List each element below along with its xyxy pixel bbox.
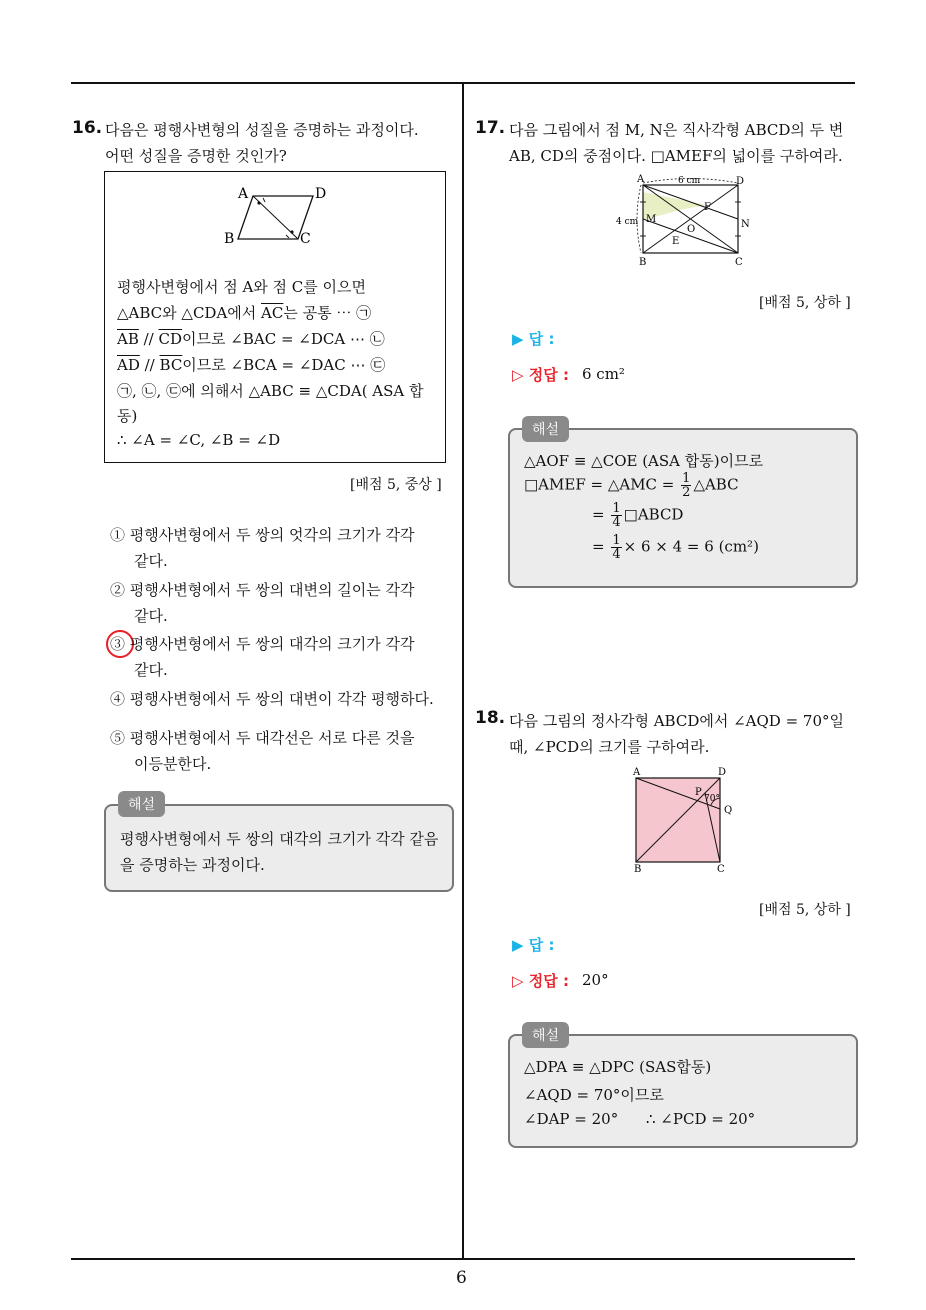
q17-expl-l3 <box>592 502 683 529</box>
q16-choice-3-cont: 같다. <box>134 661 168 679</box>
q17-expl-l3b: □ABCD <box>623 505 684 524</box>
q18-explanation-box <box>508 1034 858 1148</box>
q16-expl-l2: 을 증명하는 과정이다. <box>120 856 265 874</box>
q16-angle-mark-a <box>257 201 260 204</box>
q17-fraction-quarter-1: $\frac{1}{4}$ <box>612 501 621 530</box>
q17-expl-l2a: □AMEF = △AMC = <box>524 475 675 494</box>
q18-expl-l2: ∠AQD = 70°이므로 <box>524 1086 664 1104</box>
q18-label-b: B <box>634 864 642 874</box>
q17-label-e: E <box>672 236 680 247</box>
q16-segment-ad: $\overline{AD}$ <box>117 356 140 374</box>
q16-choice-4[interactable] <box>110 688 434 709</box>
q16-proof-l2 <box>117 302 371 323</box>
q16-angle-mark-c <box>290 230 293 233</box>
q18-correct-value: 20° <box>582 971 609 989</box>
q17-label-o: O <box>687 224 696 235</box>
q18-label-c: C <box>717 864 725 874</box>
q16-choice-5-text: 평행사변형에서 두 대각선은 서로 다른 것을 <box>129 729 415 747</box>
q17-number: 17. <box>475 118 506 138</box>
q16-choice-5[interactable] <box>110 727 414 748</box>
q16-choice-1-text: 평행사변형에서 두 쌍의 엇각의 크기가 각각 <box>129 526 415 544</box>
q17-text-line1: 다음 그림에서 점 M, N은 직사각형 ABCD의 두 변 <box>509 121 844 139</box>
q16-choice-4-num: ④ <box>110 690 126 708</box>
q16-segment-ac: $\overline{AC}$ <box>261 304 284 322</box>
bottom-rule <box>71 1258 855 1260</box>
q17-expl-l4 <box>592 534 759 561</box>
q16-proof-l1: 평행사변형에서 점 A와 점 C를 이으면 <box>117 278 367 296</box>
q17-rectangle-figure <box>610 172 770 268</box>
q18-correct-label: ▷ 정답 : <box>512 972 569 990</box>
q18-expl-l3b: ∴ ∠PCD = 20° <box>646 1110 756 1128</box>
q17-expl-l4b: × 6 × 4 = 6 (cm²) <box>623 537 759 556</box>
q17-expl-l2 <box>524 472 739 499</box>
q17-explanation-box <box>508 428 858 588</box>
q16-choice-3-num: ③ <box>110 635 126 653</box>
q18-text-line1: 다음 그림의 정사각형 ABCD에서 ∠AQD = 70°일 <box>509 712 845 730</box>
column-divider <box>462 83 464 1259</box>
q17-label-a: A <box>637 174 645 185</box>
q17-correct-value: 6 cm² <box>582 365 625 383</box>
q16-label-d: D <box>315 186 327 202</box>
q18-expl-l1: △DPA ≡ △DPC (SAS합동) <box>524 1058 712 1076</box>
q16-choice-5-num: ⑤ <box>110 729 126 747</box>
q18-number: 18. <box>475 708 506 728</box>
q16-parallel-sign-2: // <box>139 356 160 374</box>
q16-proof-box <box>104 171 446 463</box>
q18-label-q: Q <box>724 805 733 816</box>
q16-proof-l4 <box>117 354 385 375</box>
q17-label-height: 4 cm <box>616 217 639 227</box>
q18-answer-label: ▶ 답 : <box>512 936 555 954</box>
q16-explanation-tag: 해설 <box>118 791 165 817</box>
q16-angle-tick-c <box>286 235 289 238</box>
q16-angle-tick-a <box>263 198 265 202</box>
q16-segment-ab: $\overline{AB}$ <box>117 330 139 348</box>
q17-label-f: F <box>704 202 711 213</box>
page-number: 6 <box>456 1268 467 1288</box>
q16-parallel-sign-1: // <box>138 330 159 348</box>
q17-expl-l3a: = <box>592 505 605 524</box>
q18-label-p: P <box>695 787 702 798</box>
q16-choice-1[interactable] <box>110 524 414 545</box>
q16-proof-l4d: 이므로 ∠BCA = ∠DAC ⋯ ㉢ <box>182 356 386 374</box>
q17-fraction-quarter-2: $\frac{1}{4}$ <box>612 533 621 562</box>
q16-number: 16. <box>72 118 103 138</box>
q18-text-line2: 때, ∠PCD의 크기를 구하여라. <box>509 738 710 756</box>
q17-expl-l4a: = <box>592 537 605 556</box>
q18-label-angle: 70° <box>704 794 720 804</box>
q16-expl-l1: 평행사변형에서 두 쌍의 대각의 크기가 각각 같음 <box>120 830 439 848</box>
q18-square-figure <box>626 764 746 874</box>
q16-proof-l5: ㉠, ㉡, ㉢에 의해서 △ABC ≡ △CDA( ASA 합 <box>117 382 424 400</box>
q17-label-m: M <box>646 214 657 225</box>
q17-fraction-half: $\frac{1}{2}$ <box>682 471 691 500</box>
q16-segment-bc: $\overline{BC}$ <box>159 356 183 374</box>
q17-expl-l2b: △ABC <box>693 475 739 494</box>
q16-proof-l6: 동) <box>117 407 138 425</box>
q16-score: [배점 5, 중상 ] <box>350 477 442 493</box>
q16-explanation-box <box>104 804 454 892</box>
q16-text-line2: 어떤 성질을 증명한 것인가? <box>105 147 287 165</box>
q16-choice-2-cont: 같다. <box>134 607 168 625</box>
q18-label-d: D <box>718 767 727 778</box>
q17-label-b: B <box>639 257 647 268</box>
q17-score: [배점 5, 상하 ] <box>759 295 851 311</box>
q17-answer-label: ▶ 답 : <box>512 330 555 348</box>
q18-explanation-tag: 해설 <box>522 1022 569 1048</box>
q17-correct-label: ▷ 정답 : <box>512 366 569 384</box>
q16-parallelogram-figure <box>105 172 445 262</box>
q16-proof-l7: ∴ ∠A = ∠C, ∠B = ∠D <box>117 431 281 449</box>
q16-label-c: C <box>300 231 311 247</box>
q17-text-line2: AB, CD의 중점이다. □AMEF의 넓이를 구하여라. <box>509 147 843 165</box>
q16-choice-2-num: ② <box>110 581 126 599</box>
q17-label-d: D <box>736 176 745 187</box>
q16-choice-4-text: 평행사변형에서 두 쌍의 대변이 각각 평행하다. <box>129 690 434 708</box>
q17-expl-l1: △AOF ≡ △COE (ASA 합동)이므로 <box>524 452 764 470</box>
q18-score: [배점 5, 상하 ] <box>759 902 851 918</box>
q17-explanation-tag: 해설 <box>522 416 569 442</box>
q16-proof-l2c: 는 공통 ⋯ ㉠ <box>283 304 372 322</box>
q16-choice-1-num: ① <box>110 526 126 544</box>
q16-choice-5-cont: 이등분한다. <box>134 755 212 773</box>
q16-choice-3[interactable] <box>110 633 414 654</box>
q16-choice-2-text: 평행사변형에서 두 쌍의 대변의 길이는 각각 <box>129 581 415 599</box>
q16-choice-3-text: 평행사변형에서 두 쌍의 대각의 크기가 각각 <box>129 635 415 653</box>
q18-label-a: A <box>633 767 641 778</box>
q18-expl-l3a: ∠DAP = 20° <box>524 1110 619 1128</box>
q16-label-a: A <box>238 186 249 202</box>
q16-label-b: B <box>224 231 235 247</box>
q16-proof-l3 <box>117 328 385 349</box>
q17-label-width: 6 cm <box>678 176 701 186</box>
q17-label-c: C <box>735 257 743 268</box>
q17-label-n: N <box>741 219 750 230</box>
q16-text-line1: 다음은 평행사변형의 성질을 증명하는 과정이다. <box>105 121 419 139</box>
q16-choice-2[interactable] <box>110 579 414 600</box>
q16-segment-cd: $\overline{CD}$ <box>158 330 183 348</box>
q16-proof-l2a: △ABC와 △CDA에서 <box>117 304 257 322</box>
q16-proof-l3d: 이므로 ∠BAC = ∠DCA ⋯ ㉡ <box>182 330 385 348</box>
q16-choice-1-cont: 같다. <box>134 552 168 570</box>
